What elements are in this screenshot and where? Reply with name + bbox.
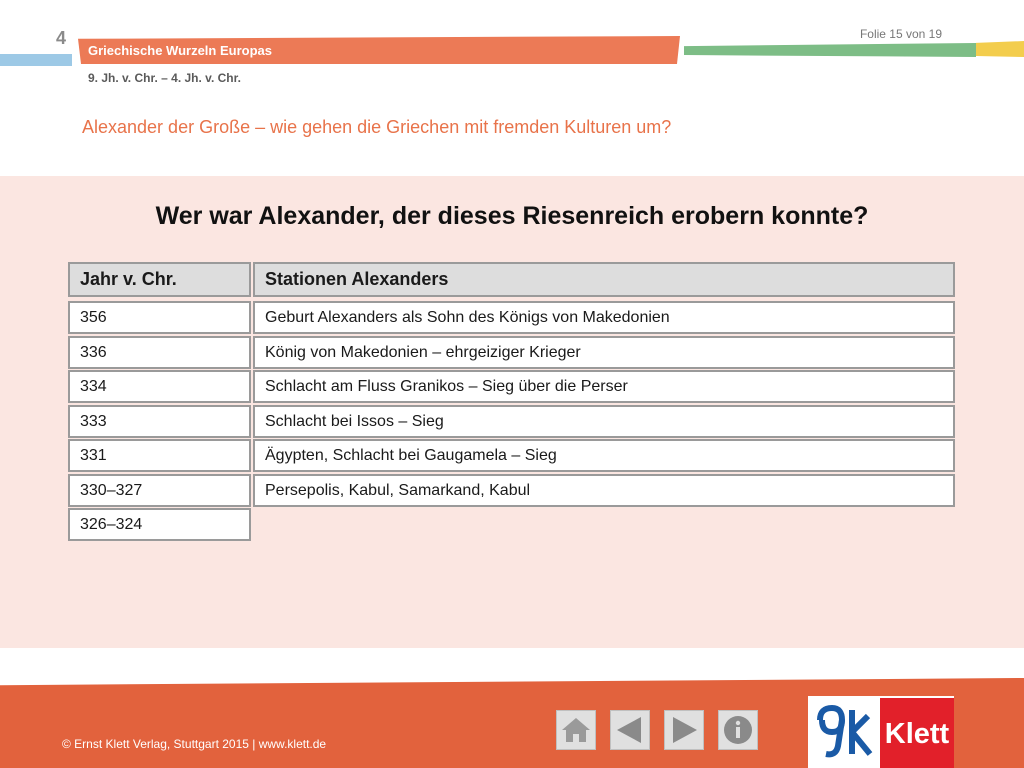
table-cell-year: 331 (68, 439, 251, 472)
klett-logo-emblem (812, 698, 880, 768)
table-cell-station: Persepolis, Kabul, Samarkand, Kabul (253, 474, 955, 507)
period-label: 9. Jh. v. Chr. – 4. Jh. v. Chr. (88, 71, 241, 85)
home-icon (557, 711, 595, 749)
next-icon (665, 711, 703, 749)
chapter-number: 4 (56, 28, 67, 48)
info-icon (719, 711, 757, 749)
table-cell-station: Ägypten, Schlacht bei Gaugamela – Sieg (253, 439, 955, 472)
table-header-station: Stationen Alexanders (253, 262, 955, 297)
question-heading: Wer war Alexander, der dieses Riesenreich erobern konnte? (155, 202, 869, 230)
table-cell-year: 326–324 (68, 508, 251, 541)
slide-counter: Folie 15 von 19 (859, 27, 942, 41)
header-band-yellow (976, 41, 1024, 57)
table-cell-year: 334 (68, 370, 251, 403)
table-cell-year: 336 (68, 336, 251, 369)
copyright-text: © Ernst Klett Verlag, Stuttgart 2015 | www.klett.de (62, 737, 327, 751)
table-cell-station: König von Makedonien – ehrgeiziger Krieger (253, 336, 955, 369)
header-band-blue (0, 54, 72, 66)
table-cell-year: 330–327 (68, 474, 251, 507)
next-button[interactable] (664, 710, 704, 750)
chapter-title: Griechische Wurzeln Europas (88, 43, 272, 58)
klett-logo-text: Klett (884, 718, 950, 750)
table-cell-station: Geburt Alexanders als Sohn des Königs von Makedonien (253, 301, 955, 334)
table-cell-station: Schlacht bei Issos – Sieg (253, 405, 955, 438)
info-button[interactable] (718, 710, 758, 750)
table-cell-station: Schlacht am Fluss Granikos – Sieg über die Perser (253, 370, 955, 403)
lesson-title: Alexander der Große – wie gehen die Griechen mit fremden Kulturen um? (82, 117, 672, 137)
header-band-green (684, 43, 976, 57)
table-cell-year: 333 (68, 405, 251, 438)
table-header-year: Jahr v. Chr. (68, 262, 251, 297)
table-cell-year: 356 (68, 301, 251, 334)
previous-icon (611, 711, 649, 749)
home-button[interactable] (556, 710, 596, 750)
previous-button[interactable] (610, 710, 650, 750)
